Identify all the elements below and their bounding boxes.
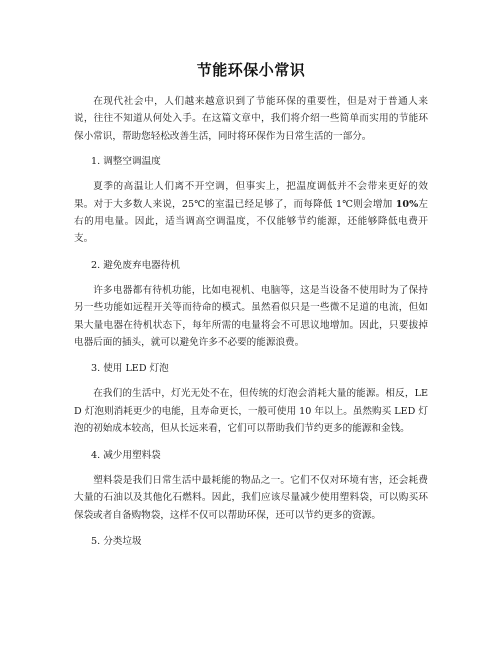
section-5-heading: 5. 分类垃圾: [91, 535, 142, 547]
section-1-highlight: 10%: [395, 198, 419, 210]
section-1-text-after: 左右的用电量。因此，适当调高空调温度，不仅能够节约能源，还能够降低电费开支。: [74, 198, 429, 245]
page-title: 节能环保小常识: [196, 61, 306, 79]
section-1-text-before: 夏季的高温让人们离不开空调，但事实上，把温度调低并不会带来更好的效果。对于大多数人来说，25℃的室温已经足够了，而每降低 1℃则会增加: [74, 181, 428, 210]
section-1-paragraph: [74, 178, 428, 248]
intro-paragraph: 在现代社会中，人们越来越意识到了节能环保的重要性，但是对于普通人来说，往往不知道从何处入手。在这篇文章中，我们将介绍一些简单而实用的节能环保小常识，帮助您轻松改善生活，同时将环保作为日常生活的一部分。: [74, 96, 428, 142]
section-2-heading: 2. 避免废弃电器待机: [91, 259, 180, 271]
section-3-heading: 3. 使用 LED 灯泡: [91, 363, 169, 375]
section-4-heading: 4. 减少用塑料袋: [91, 449, 161, 461]
section-3-paragraph: 在我们的生活中，灯光无处不在，但传统的灯泡会消耗大量的能源。相反，LED 灯泡则消耗更少的电能，且寿命更长，一般可使用 10 年以上。虽然购买 LED 灯泡的初始成本较高，但从长远来看，它们可以帮助我们节约更多的能源和金钱。: [74, 388, 428, 435]
section-4-paragraph: 塑料袋是我们日常生活中最耗能的物品之一。它们不仅对环境有害，还会耗费大量的石油以及其他化石燃料。因此，我们应该尽量减少使用塑料袋，可以购买环保袋或者自备购物袋，这样不仅可以帮助环保，还可以节约更多的资源。: [74, 474, 428, 521]
section-2-paragraph: 许多电器都有待机功能，比如电视机、电脑等，这是当设备不使用时为了保持另一些功能如远程开关等而待命的模式。虽然看似只是一些微不足道的电流，但如果大量电器在待机状态下，每年所需的电量将会不可思议地增加。因此，只要拔掉电器后面的插头，就可以避免许多不必要的能源浪费。: [74, 284, 428, 349]
section-1-heading: 1. 调整空调温度: [91, 156, 161, 168]
